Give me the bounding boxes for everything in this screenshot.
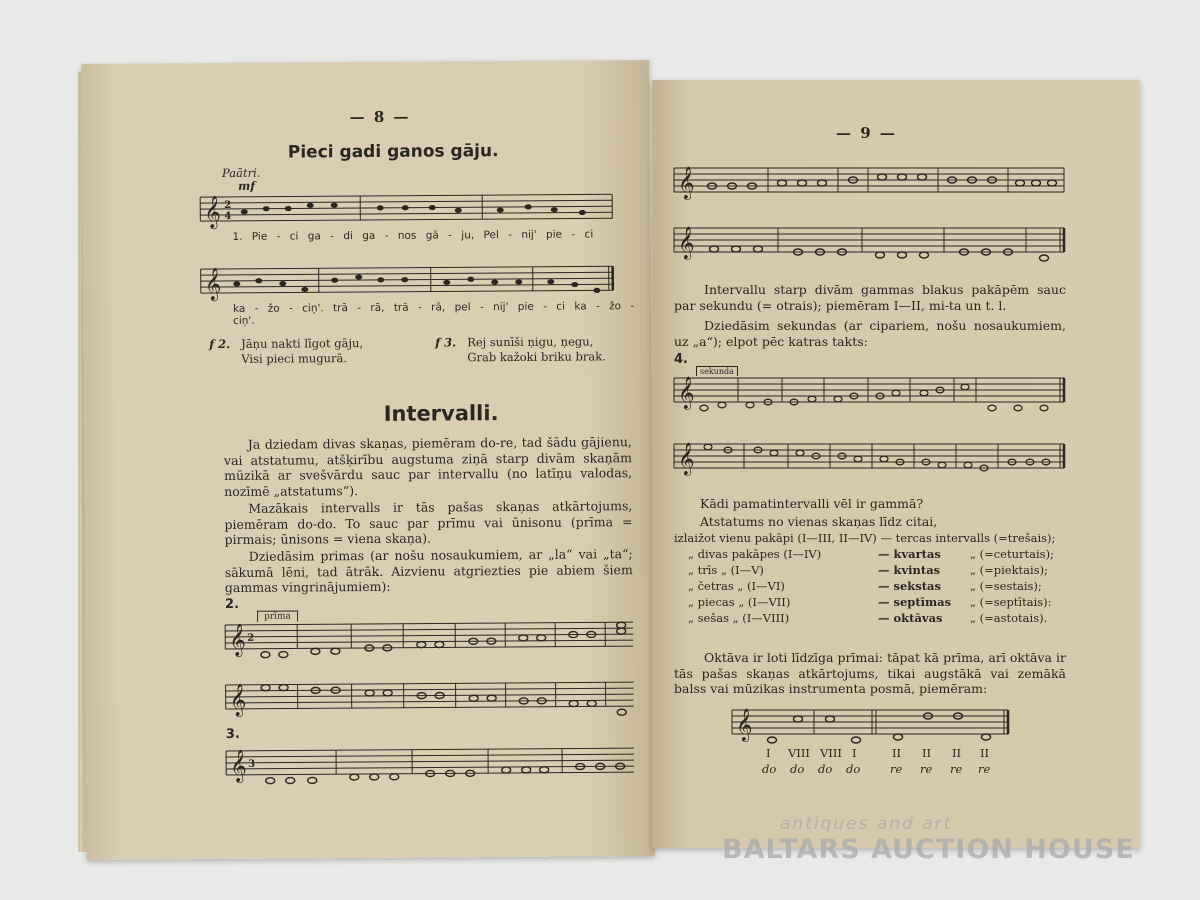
music-staff bbox=[674, 166, 1074, 199]
music-staff bbox=[225, 620, 635, 659]
degree-label: VIII bbox=[820, 746, 842, 760]
exercise-number: 3. bbox=[225, 726, 240, 742]
paragraph: Ja dziedam divas skaņas, piemēram do-re, tad šādu gājienu, vai atstatumu, atšķirību augstuma ziņā starp divām skaņām mūzikā ar svešvārdu sauc par intervallu (no latīņu valodas, nozīmē „atstatums“). bbox=[223, 434, 633, 499]
verse-line: Visi pieci mugurā. bbox=[241, 351, 348, 366]
lyrics-line: 1. Pie - ci ga - di ga - nos gā - ju, Pel - nij' pie - ci bbox=[232, 228, 594, 243]
interval-row bbox=[688, 611, 1068, 627]
interval-steps: „ četras „ (I—VI) bbox=[688, 579, 785, 593]
degree-label: II bbox=[892, 746, 902, 760]
watermark-tagline: antiques and art bbox=[780, 814, 953, 834]
interval-meaning: „ (=piektais); bbox=[970, 563, 1048, 577]
svg-text:𝄞: 𝄞 bbox=[229, 682, 247, 716]
svg-text:𝄞: 𝄞 bbox=[229, 622, 246, 656]
interval-name: — kvartas bbox=[878, 547, 941, 561]
solfege-label: do bbox=[818, 762, 833, 776]
degree-label: VIII bbox=[788, 746, 810, 760]
interval-bracket: prīma bbox=[257, 610, 298, 621]
degree-label: I bbox=[852, 746, 857, 760]
music-staff bbox=[200, 192, 620, 229]
music-staff bbox=[674, 226, 1074, 262]
verse-number: f 3. bbox=[435, 335, 457, 350]
exercise-number: 2. bbox=[224, 596, 240, 613]
music-staff bbox=[674, 376, 1074, 412]
section-heading: Intervalli. bbox=[383, 401, 499, 426]
solfege-label: re bbox=[920, 762, 933, 776]
interval-meaning: „ (=ceturtais); bbox=[970, 547, 1054, 561]
paragraph: Atstatums no vienas skaņas līdz citai, bbox=[700, 514, 938, 529]
interval-row bbox=[688, 547, 1068, 563]
music-staff bbox=[732, 708, 1022, 742]
svg-text:𝄞: 𝄞 bbox=[204, 195, 221, 229]
svg-text:𝄞: 𝄞 bbox=[230, 748, 247, 782]
solfege-label: re bbox=[978, 762, 991, 776]
interval-row: izlaižot vienu pakāpi (I—III, II—IV) — tercas intervalls (=trešais); bbox=[674, 531, 1056, 545]
solfege-label: do bbox=[762, 762, 777, 776]
page-number: — 9 — bbox=[836, 124, 897, 142]
interval-steps: „ divas pakāpes (I—IV) bbox=[688, 547, 822, 561]
svg-text:𝄞: 𝄞 bbox=[678, 376, 695, 409]
svg-text:𝄞: 𝄞 bbox=[204, 267, 222, 301]
left-page bbox=[81, 60, 655, 860]
solfege-label: re bbox=[950, 762, 963, 776]
degree-label: II bbox=[980, 746, 990, 760]
music-staff bbox=[226, 680, 636, 719]
degree-labels bbox=[732, 746, 1022, 782]
paragraph: Dziedāsim sekundas (ar cipariem, nošu nosaukumiem, uz „a“); elpot pēc katras takts: bbox=[674, 318, 1066, 349]
interval-steps: „ piecas „ (I—VII) bbox=[688, 595, 791, 609]
interval-meaning: „ (=astotais). bbox=[970, 611, 1048, 625]
music-staff bbox=[201, 264, 621, 301]
paragraph: Dziedāsim primas (ar nošu nosaukumiem, ar „la“ vai „ta“; sākumā lēni, tad ātrāk. Aizvienu atgriezties pie abiem šiem gammas vingrinājumiem): bbox=[224, 546, 633, 596]
interval-bracket: sekunda bbox=[696, 366, 738, 376]
svg-text:2: 2 bbox=[247, 632, 255, 644]
paragraph: Intervallu starp divām gammas blakus pakāpēm sauc par sekundu (= otrais); piemēram I—II, mi-ta un t. l. bbox=[674, 282, 1066, 313]
degree-label: II bbox=[952, 746, 962, 760]
interval-row bbox=[688, 595, 1068, 611]
music-staff bbox=[226, 746, 636, 785]
svg-text:𝄞: 𝄞 bbox=[678, 442, 695, 475]
page-number: — 8 — bbox=[349, 107, 411, 127]
watermark-brand: BALTARS AUCTION HOUSE bbox=[722, 834, 1135, 865]
verse-line: Rej sunīši ņigu, ņegu, bbox=[467, 334, 594, 350]
degree-label: II bbox=[922, 746, 932, 760]
svg-text:2: 2 bbox=[224, 199, 232, 211]
interval-name: — septīmas bbox=[878, 595, 952, 609]
exercise-number: 4. bbox=[674, 352, 688, 367]
interval-steps: „ sešas „ (I—VIII) bbox=[688, 611, 790, 625]
lyrics-line: ka - žo - ciņ'. trā - rā, trā - rā, pel - nij' pie - ci ka - žo - ciņ'. bbox=[232, 300, 635, 327]
svg-text:𝄞: 𝄞 bbox=[736, 708, 753, 741]
right-page bbox=[652, 80, 1140, 848]
svg-text:𝄞: 𝄞 bbox=[678, 226, 695, 259]
verse-line: Jāņu nakti līgot gāju, bbox=[241, 336, 364, 351]
paragraph: Mazākais intervalls ir tās pašas skaņas atkārtojums, piemēram do-do. To sauc par prīmu vai ūnisonu (prīma = pirmais; ūnisons = viena skaņa). bbox=[224, 498, 633, 548]
svg-text:4: 4 bbox=[224, 210, 232, 222]
svg-text:𝄞: 𝄞 bbox=[678, 166, 695, 199]
open-book bbox=[84, 62, 1142, 862]
interval-row bbox=[688, 563, 1068, 579]
solfege-label: do bbox=[790, 762, 805, 776]
tempo-marking: Paātri. bbox=[221, 165, 261, 181]
interval-meaning: „ (=septītais): bbox=[970, 595, 1052, 609]
song-title: Pieci gadi ganos gāju. bbox=[287, 141, 499, 163]
solfege-label: re bbox=[890, 762, 903, 776]
interval-row bbox=[688, 579, 1068, 595]
interval-steps: „ trīs „ (I—V) bbox=[688, 563, 764, 577]
verse-number: f 2. bbox=[209, 336, 231, 352]
svg-text:3: 3 bbox=[248, 758, 256, 770]
music-staff bbox=[674, 442, 1074, 478]
solfege-label: do bbox=[846, 762, 861, 776]
interval-meaning: „ (=sestais); bbox=[970, 579, 1042, 593]
paragraph: Oktāva ir loti līdzīga prīmai: tāpat kā prīma, arī oktāva ir tās pašas skaņas atkārtojums, tikai augstākā vai zemākā balss vai mūzikas instrumenta posmā, piemēram: bbox=[674, 650, 1066, 696]
interval-name: — oktāvas bbox=[878, 611, 943, 625]
interval-name: — sekstas bbox=[878, 579, 941, 593]
interval-name: — kvintas bbox=[878, 563, 941, 577]
degree-label: I bbox=[766, 746, 771, 760]
dynamic-marking: mf bbox=[238, 178, 256, 193]
verse-line: Grab kažoki briku brak. bbox=[467, 349, 606, 365]
question-text: Kādi pamatintervalli vēl ir gammā? bbox=[700, 496, 924, 511]
interval-table bbox=[688, 547, 1068, 627]
